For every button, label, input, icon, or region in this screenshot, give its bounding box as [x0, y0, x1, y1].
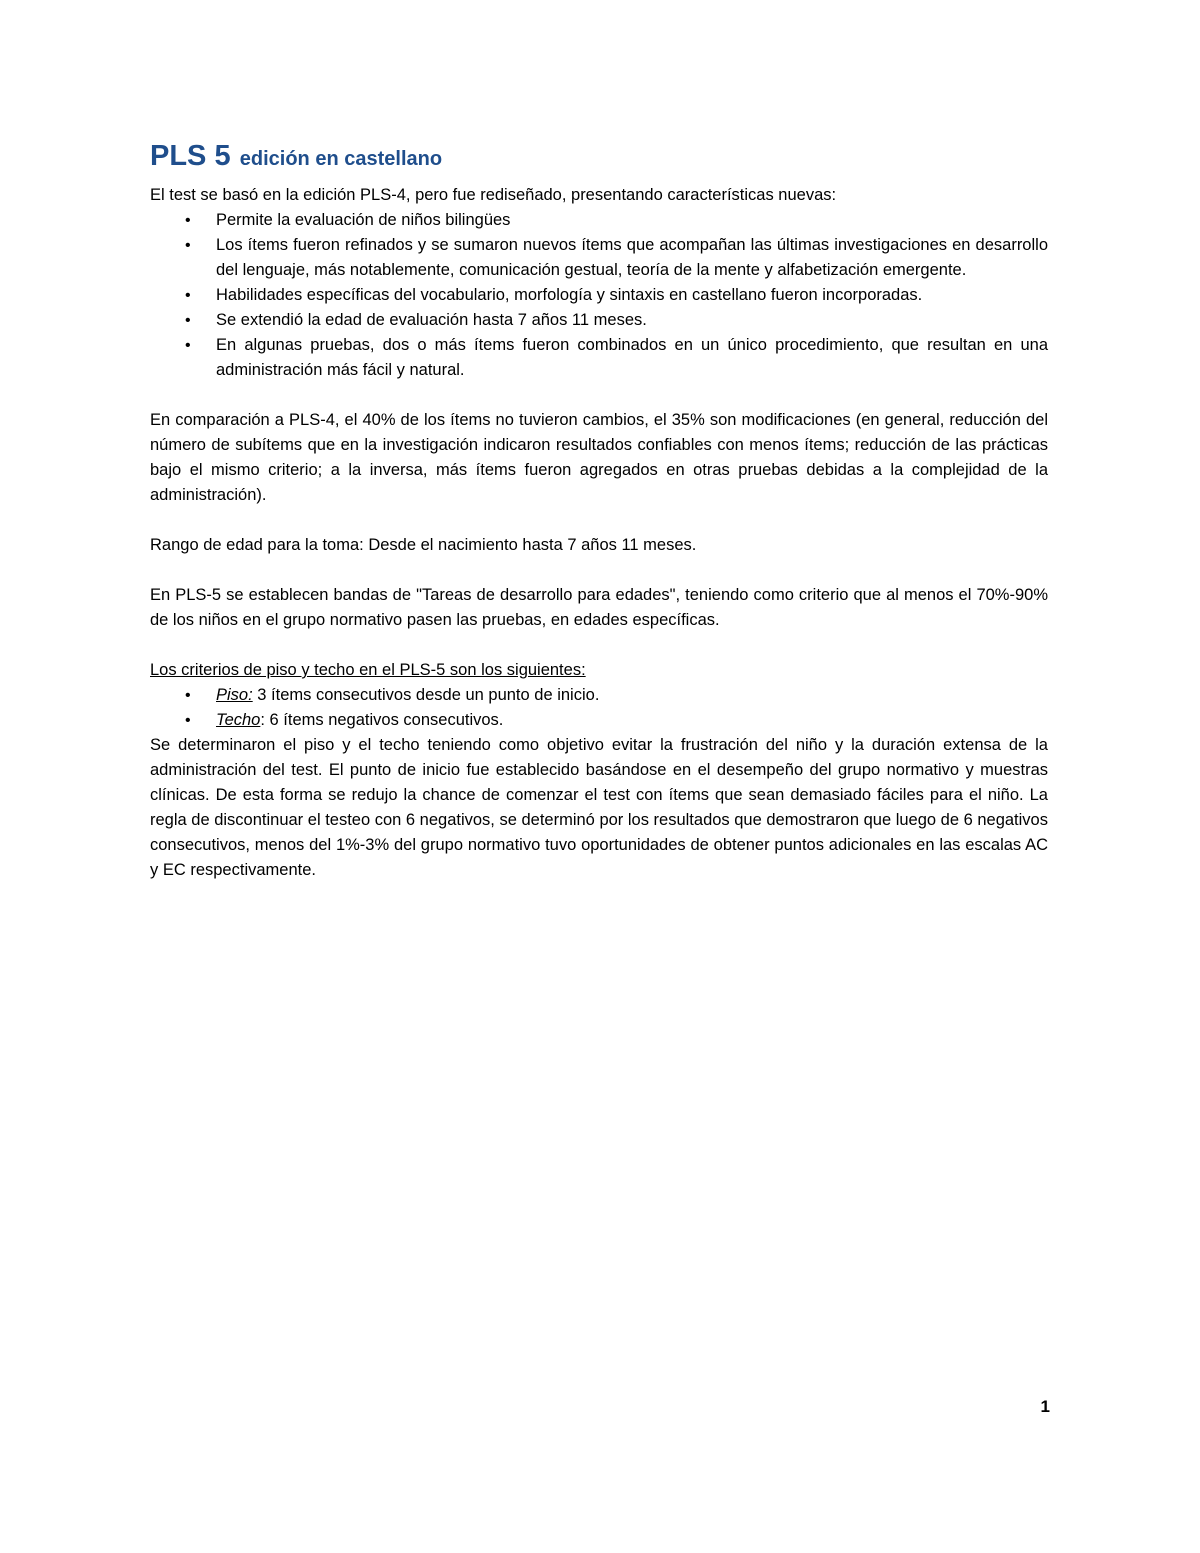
- criteria-heading: [150, 658, 1048, 683]
- criteria-text-techo: : 6 ítems negativos consecutivos.: [260, 711, 504, 729]
- list-item: • Permite la evaluación de niños bilingües: [216, 208, 1048, 233]
- criteria-heading-text: Los criterios de piso y techo en el PLS-5 son los siguientes:: [150, 661, 586, 679]
- paragraph-spacer: [150, 508, 1048, 533]
- comparison-paragraph: En comparación a PLS-4, el 40% de los ítems no tuvieron cambios, el 35% son modificaciones (en general, reducción del número de subítems que en la investigación indicaron resultados confiables con menos ítems; reducción de las prácticas bajo el mismo criterio; a la inversa, más ítems fueron agregados en otras pruebas debidas a la complejidad de la administración).: [150, 411, 1048, 504]
- document-title: [150, 136, 1048, 177]
- list-item: • En algunas pruebas, dos o más ítems fueron combinados en un único procedimiento, que resultan en una administración más fácil y natural.: [216, 333, 1048, 383]
- list-item: [216, 708, 1048, 733]
- title-main: PLS 5: [150, 140, 231, 172]
- page-number: 1: [1040, 1397, 1050, 1416]
- features-list: [150, 208, 1048, 383]
- list-item: • Se extendió la edad de evaluación hasta 7 años 11 meses.: [216, 308, 1048, 333]
- title-subtitle: edición en castellano: [239, 148, 443, 170]
- criteria-label-piso: Piso:: [216, 686, 253, 704]
- criteria-list: [150, 683, 1048, 733]
- age-range-paragraph: Rango de edad para la toma: Desde el nacimiento hasta 7 años 11 meses.: [150, 536, 697, 554]
- bands-paragraph: En PLS-5 se establecen bandas de "Tareas de desarrollo para edades", teniendo como criterio que al menos el 70%-90% de los niños en el grupo normativo pasen las pruebas, en edades específicas.: [150, 586, 1048, 629]
- list-item: [216, 683, 1048, 708]
- paragraph-spacer: [150, 558, 1048, 583]
- paragraph-spacer: [150, 633, 1048, 658]
- conclusion-paragraph: Se determinaron el piso y el techo teniendo como objetivo evitar la frustración del niño y la duración extensa de la administración del test. El punto de inicio fue establecido basándose en el desempeño del grupo normativo y muestras clínicas. De esta forma se redujo la chance de comenzar el test con ítems que sean demasiado fáciles para el niño. La regla de discontinuar el testeo con 6 negativos, se determinó por los resultados que demostraron que luego de 6 negativos consecutivos, menos del 1%-3% del grupo normativo tuvo oportunidades de obtener puntos adicionales en las escalas AC y EC respectivamente.: [150, 736, 1048, 879]
- list-item: • Los ítems fueron refinados y se sumaron nuevos ítems que acompañan las últimas investigaciones en desarrollo del lenguaje, más notablemente, comunicación gestual, teoría de la mente y alfabetización emergente.: [216, 233, 1048, 283]
- list-item: • Habilidades específicas del vocabulario, morfología y sintaxis en castellano fueron incorporadas.: [216, 283, 1048, 308]
- paragraph-spacer: [150, 383, 1048, 408]
- intro-paragraph: El test se basó en la edición PLS-4, pero fue rediseñado, presentando características nuevas:: [150, 186, 837, 204]
- criteria-label-techo: Techo: [216, 711, 261, 729]
- document-body: [150, 136, 1048, 883]
- criteria-text-piso: 3 ítems consecutivos desde un punto de inicio.: [252, 686, 600, 704]
